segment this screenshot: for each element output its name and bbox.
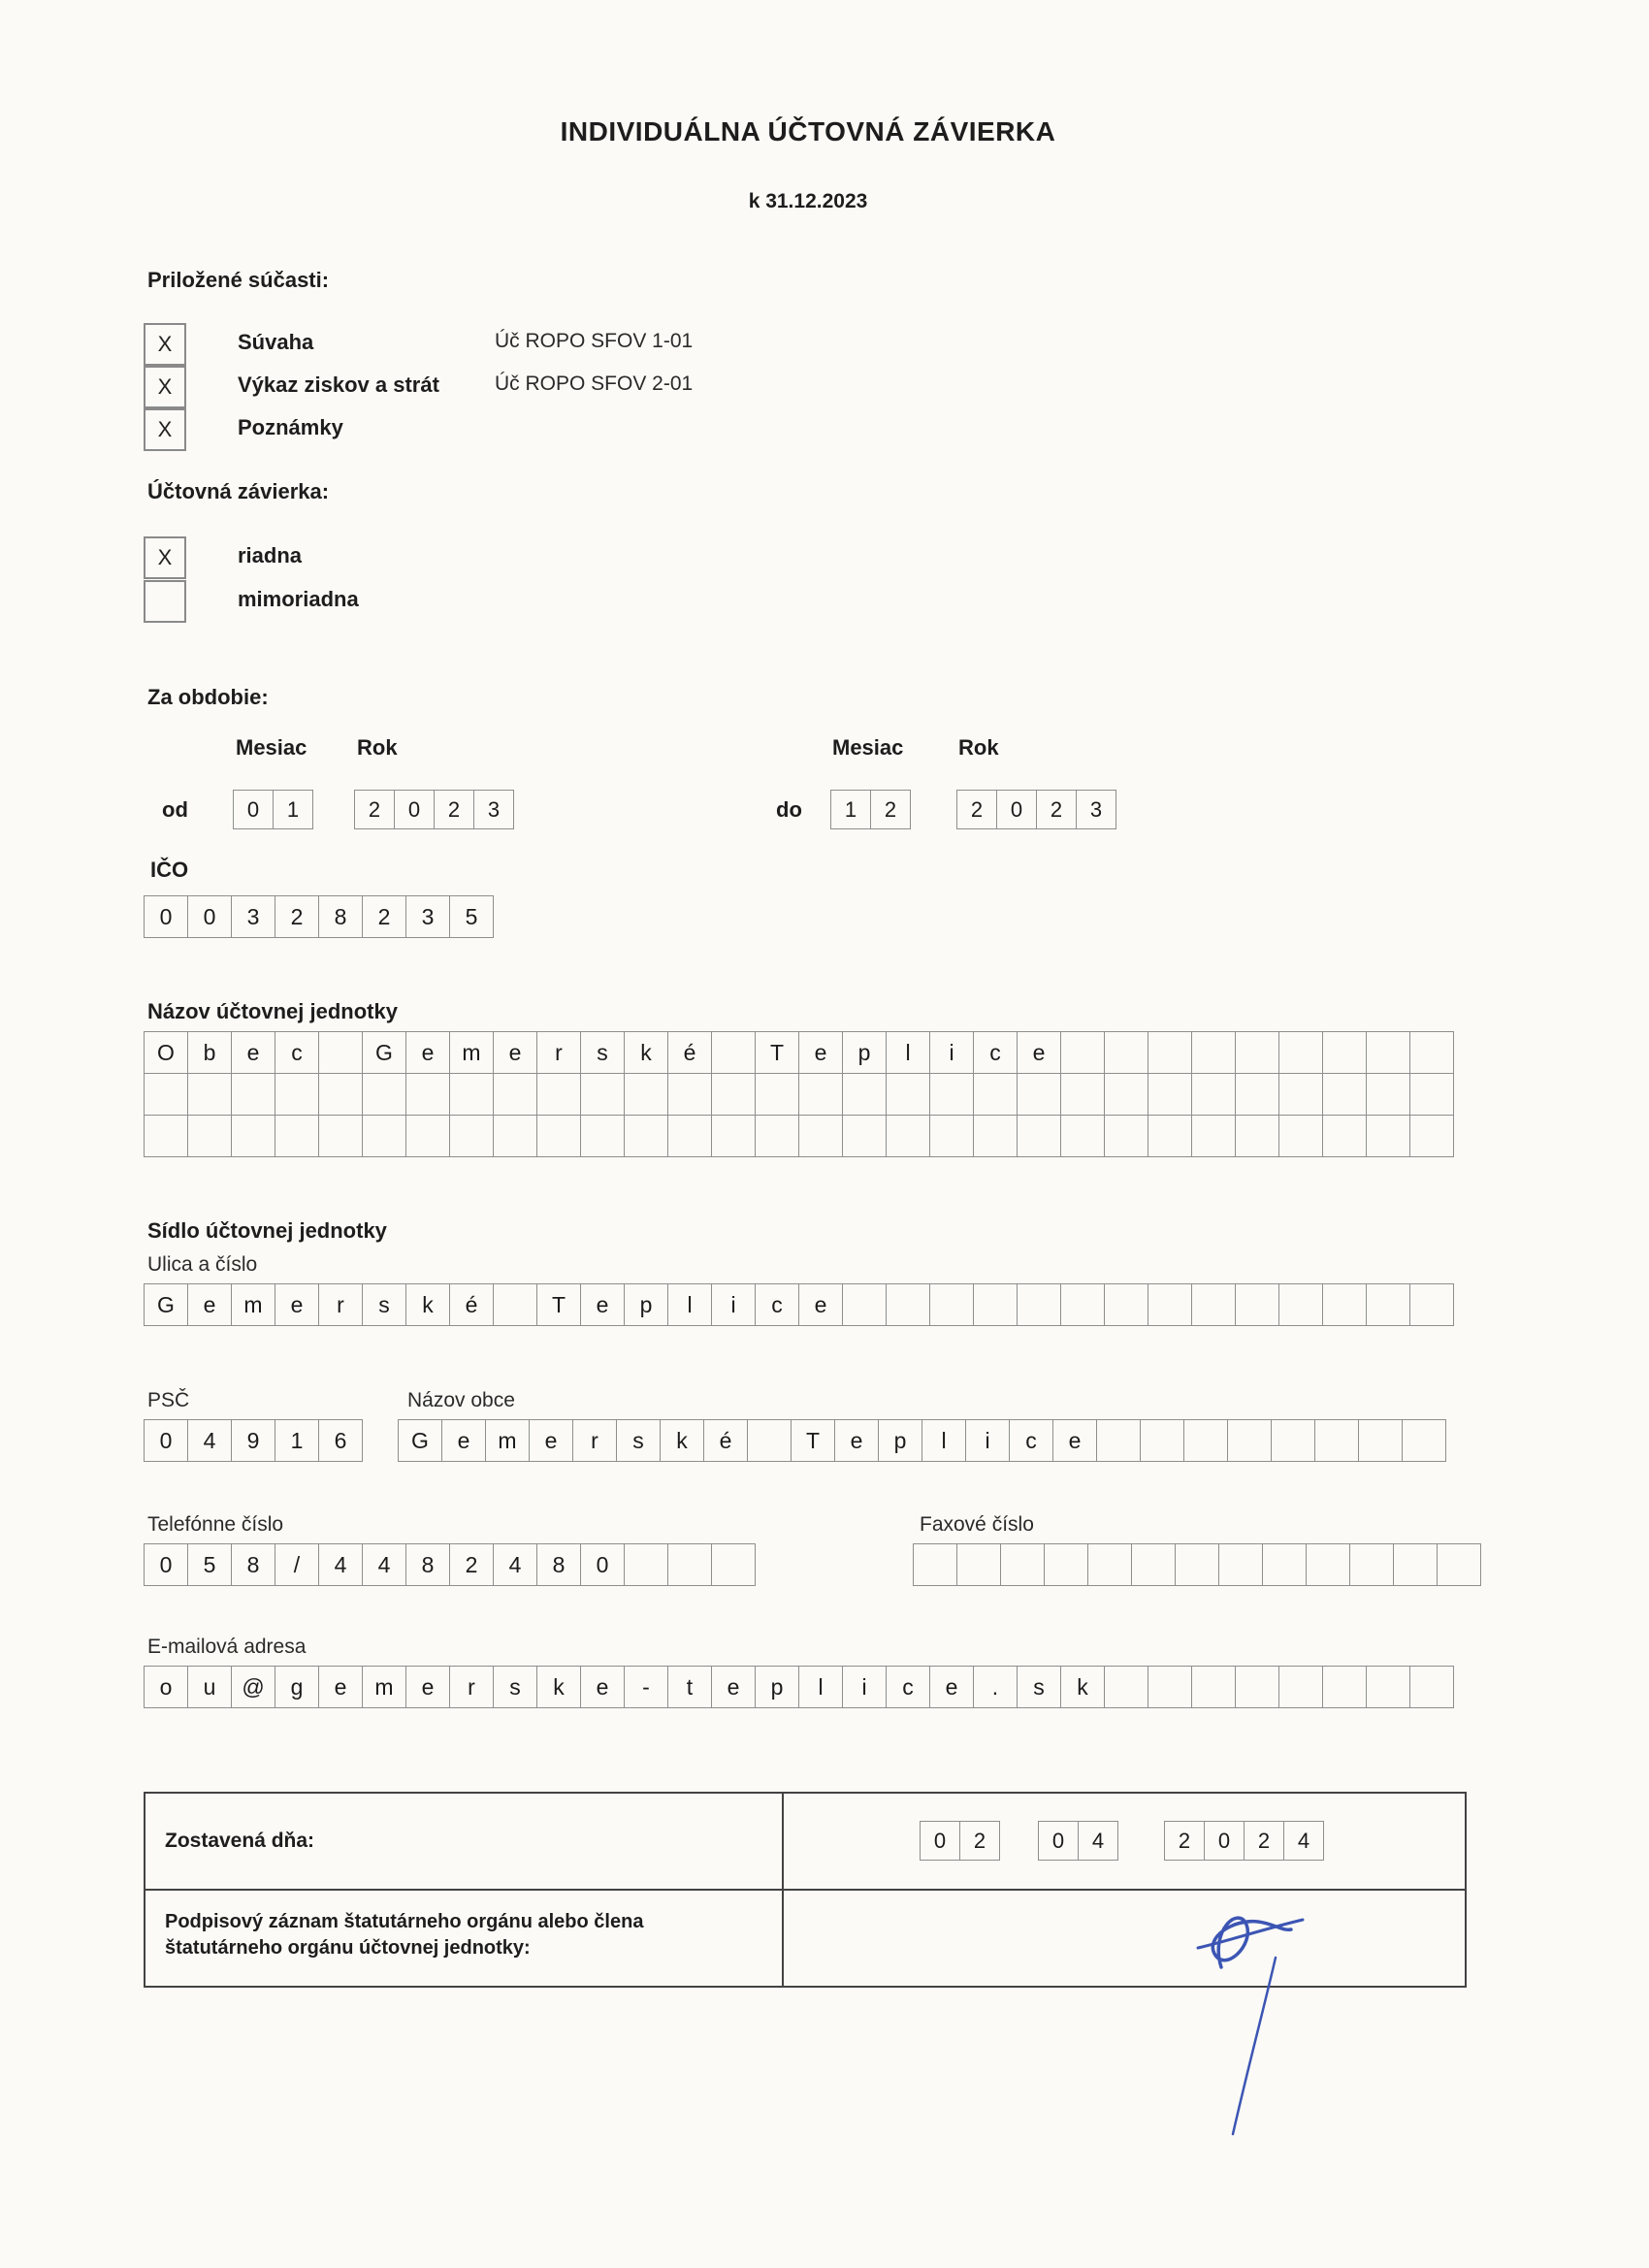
char-cell [1235,1283,1279,1326]
date-line: k 31.12.2023 [748,190,868,212]
compiled-day-grid [920,1821,1000,1861]
char-cell [493,1115,537,1157]
char-cell [1104,1283,1148,1326]
char-cell [1148,1115,1192,1157]
char-cell [929,1283,974,1326]
char-cell [624,1543,668,1586]
char-cell [536,1115,581,1157]
char-cell: 4 [1078,1821,1118,1861]
char-cell [318,1115,363,1157]
char-cell: c [886,1666,930,1708]
char-cell: e [834,1419,879,1462]
char-cell: m [449,1031,494,1074]
char-cell: p [878,1419,922,1462]
char-cell: 3 [231,895,275,938]
char-cell [886,1283,930,1326]
char-cell: O [144,1031,188,1074]
char-cell: T [536,1283,581,1326]
char-cell: 0 [580,1543,625,1586]
char-cell [1366,1073,1410,1116]
char-cell [1060,1073,1105,1116]
char-cell [711,1115,756,1157]
char-cell: @ [231,1666,275,1708]
char-cell [1322,1031,1367,1074]
char-cell [318,1031,363,1074]
char-cell: 0 [1204,1821,1245,1861]
char-cell [929,1115,974,1157]
char-cell [1322,1073,1367,1116]
char-cell: 2 [449,1543,494,1586]
char-cell: 1 [273,790,313,829]
char-cell [1096,1419,1141,1462]
char-cell: e [529,1419,573,1462]
char-cell: c [1009,1419,1053,1462]
char-cell: e [1052,1419,1097,1462]
char-cell: 4 [1283,1821,1324,1861]
char-cell [1191,1115,1236,1157]
signature [1179,1890,1382,2161]
char-cell: 1 [275,1419,319,1462]
zip-grid [144,1419,363,1462]
entity-name-grid-row-2 [144,1073,1454,1116]
char-cell: e [580,1666,625,1708]
char-cell [362,1073,406,1116]
char-cell [275,1073,319,1116]
char-cell [1148,1283,1192,1326]
char-cell: 1 [830,790,871,829]
char-cell [231,1073,275,1116]
city-label: Názov obce [407,1389,515,1411]
char-cell [405,1073,450,1116]
char-cell: 2 [1244,1821,1284,1861]
char-cell [667,1073,712,1116]
char-cell [405,1115,450,1157]
char-cell: s [493,1666,537,1708]
char-cell: g [275,1666,319,1708]
char-cell [1314,1419,1359,1462]
checkbox-suvaha [144,323,186,366]
char-cell: 4 [187,1419,232,1462]
char-cell [1278,1031,1323,1074]
char-cell: 9 [231,1419,275,1462]
char-cell [973,1283,1018,1326]
char-cell [1104,1031,1148,1074]
char-cell [318,1073,363,1116]
street-grid [144,1283,1454,1326]
from-month-grid [233,790,313,829]
char-cell [1148,1031,1192,1074]
char-cell [1235,1666,1279,1708]
char-cell: i [929,1031,974,1074]
page-title: INDIVIDUÁLNA ÚČTOVNÁ ZÁVIERKA [560,116,1056,146]
char-cell: e [231,1031,275,1074]
char-cell [1366,1031,1410,1074]
char-cell [667,1115,712,1157]
char-cell: r [449,1666,494,1708]
char-cell: e [318,1666,363,1708]
char-cell [1104,1073,1148,1116]
char-cell: 2 [1164,1821,1205,1861]
signature-label: Podpisový záznam štatutárneho orgánu alebo člena štatutárneho orgánu účtovnej jednotky: [165,1911,644,1959]
char-cell [536,1073,581,1116]
city-grid [398,1419,1446,1462]
email-grid [144,1666,1454,1708]
char-cell [886,1115,930,1157]
char-cell: l [667,1283,712,1326]
char-cell: e [711,1666,756,1708]
char-cell: i [965,1419,1010,1462]
char-cell [842,1283,887,1326]
char-cell [1060,1031,1105,1074]
closing-label-mimoriadna: mimoriadna [238,587,359,611]
closing-heading: Účtovná závierka: [147,479,330,503]
char-cell: 2 [959,1821,1000,1861]
zip-label: PSČ [147,1389,190,1411]
char-cell: 3 [405,895,450,938]
char-cell: 0 [233,790,274,829]
char-cell: i [842,1666,887,1708]
char-cell: k [624,1031,668,1074]
char-cell [275,1115,319,1157]
char-cell [747,1419,792,1462]
char-cell: 8 [405,1543,450,1586]
char-cell: 8 [536,1543,581,1586]
fax-label: Faxové číslo [920,1513,1034,1536]
char-cell [1148,1073,1192,1116]
char-cell [1306,1543,1350,1586]
char-cell: s [616,1419,661,1462]
char-cell: m [362,1666,406,1708]
char-cell: 8 [318,895,363,938]
char-cell [1235,1115,1279,1157]
char-cell: 4 [493,1543,537,1586]
char-cell [1409,1073,1454,1116]
char-cell: 8 [231,1543,275,1586]
char-cell: 0 [144,1419,188,1462]
street-label: Ulica a číslo [147,1253,258,1276]
char-cell [1402,1419,1446,1462]
char-cell [624,1073,668,1116]
char-cell: o [144,1666,188,1708]
char-cell: 2 [362,895,406,938]
char-cell: G [144,1283,188,1326]
char-cell: T [755,1031,799,1074]
char-cell: u [187,1666,232,1708]
char-cell: c [755,1283,799,1326]
email-label: E-mailová adresa [147,1636,307,1658]
char-cell [1278,1666,1323,1708]
char-cell [1104,1115,1148,1157]
ico-grid [144,895,494,938]
char-cell [1235,1031,1279,1074]
char-cell [667,1543,712,1586]
char-cell [1409,1031,1454,1074]
fax-grid [913,1543,1481,1586]
char-cell [1409,1115,1454,1157]
char-cell: é [703,1419,748,1462]
char-cell: - [624,1666,668,1708]
checkbox-riadna [144,536,186,579]
to-month-grid [830,790,911,829]
char-cell [1017,1073,1061,1116]
char-cell [1218,1543,1263,1586]
char-cell [187,1115,232,1157]
char-cell [1191,1283,1236,1326]
char-cell: s [1017,1666,1061,1708]
char-cell [1349,1543,1394,1586]
char-cell: e [798,1283,843,1326]
attachment-label-poznamky: Poznámky [238,415,343,439]
char-cell [1366,1115,1410,1157]
phone-label: Telefónne číslo [147,1513,284,1536]
char-cell: m [485,1419,530,1462]
char-cell [798,1073,843,1116]
from-label: od [162,797,188,822]
char-cell [187,1073,232,1116]
char-cell: l [886,1031,930,1074]
checkbox-vykaz [144,366,186,408]
char-cell: e [798,1031,843,1074]
char-cell [798,1115,843,1157]
char-cell [1437,1543,1481,1586]
entity-name-grid-row-3 [144,1115,1454,1157]
char-cell: r [536,1031,581,1074]
char-cell [1060,1283,1105,1326]
char-cell [624,1115,668,1157]
char-cell: m [231,1283,275,1326]
char-cell: e [1017,1031,1061,1074]
char-cell [755,1115,799,1157]
char-cell [1191,1666,1236,1708]
char-cell: 2 [956,790,997,829]
char-cell: e [405,1666,450,1708]
checkbox-poznamky [144,408,186,451]
checkbox-mimoriadna [144,580,186,623]
attachment-code-vykaz: Úč ROPO SFOV 2-01 [495,373,694,395]
char-cell: 4 [362,1543,406,1586]
char-cell: 0 [394,790,435,829]
char-cell [1366,1283,1410,1326]
char-cell: 3 [473,790,514,829]
char-cell: p [842,1031,887,1074]
char-cell: é [667,1031,712,1074]
char-cell: 5 [187,1543,232,1586]
char-cell: l [798,1666,843,1708]
char-cell [1322,1115,1367,1157]
char-cell [1087,1543,1132,1586]
char-cell [580,1115,625,1157]
char-cell: 2 [870,790,911,829]
char-cell: c [973,1031,1018,1074]
char-cell [1191,1073,1236,1116]
char-cell [1278,1115,1323,1157]
char-cell [842,1073,887,1116]
char-cell [842,1115,887,1157]
attachment-label-vykaz: Výkaz ziskov a strát [238,373,439,397]
compiled-year-grid [1164,1821,1324,1861]
char-cell [1409,1283,1454,1326]
char-cell [1393,1543,1438,1586]
address-heading: Sídlo účtovnej jednotky [147,1218,387,1243]
char-cell [929,1073,974,1116]
char-cell [711,1031,756,1074]
char-cell: e [187,1283,232,1326]
char-cell [1000,1543,1045,1586]
char-cell [1183,1419,1228,1462]
char-cell [1191,1031,1236,1074]
from-year-label: Rok [357,735,398,760]
char-cell [973,1073,1018,1116]
char-cell: 0 [920,1821,960,1861]
char-cell: r [318,1283,363,1326]
char-cell: e [275,1283,319,1326]
char-cell: 4 [318,1543,363,1586]
char-cell [973,1115,1018,1157]
char-cell [1322,1283,1367,1326]
char-cell: k [536,1666,581,1708]
char-cell: / [275,1543,319,1586]
checkbox-mark: X [157,374,173,399]
char-cell [449,1073,494,1116]
char-cell: e [441,1419,486,1462]
char-cell: 0 [996,790,1037,829]
char-cell: 2 [1036,790,1077,829]
char-cell [231,1115,275,1157]
char-cell [913,1543,957,1586]
char-cell [1060,1115,1105,1157]
char-cell: e [580,1283,625,1326]
char-cell: G [398,1419,442,1462]
entity-name-grid-row-1 [144,1031,1454,1074]
char-cell: 0 [144,1543,188,1586]
char-cell [1262,1543,1307,1586]
char-cell: 0 [1038,1821,1079,1861]
char-cell: . [973,1666,1018,1708]
char-cell: l [922,1419,966,1462]
char-cell: p [624,1283,668,1326]
char-cell: é [449,1283,494,1326]
char-cell: k [660,1419,704,1462]
char-cell [886,1073,930,1116]
char-cell [711,1543,756,1586]
char-cell [755,1073,799,1116]
char-cell: 2 [275,895,319,938]
char-cell [449,1115,494,1157]
compiled-month-grid [1038,1821,1118,1861]
char-cell: p [755,1666,799,1708]
char-cell: r [572,1419,617,1462]
char-cell: s [362,1283,406,1326]
char-cell [1235,1073,1279,1116]
to-month-label: Mesiac [832,735,904,760]
char-cell: k [1060,1666,1105,1708]
char-cell: 0 [144,895,188,938]
char-cell: e [493,1031,537,1074]
char-cell [1278,1283,1323,1326]
char-cell: e [929,1666,974,1708]
char-cell [1017,1283,1061,1326]
char-cell [1227,1419,1272,1462]
char-cell [1175,1543,1219,1586]
closing-label-riadna: riadna [238,543,303,567]
period-heading: Za obdobie: [147,685,269,709]
char-cell: t [667,1666,712,1708]
char-cell [1104,1666,1148,1708]
char-cell [493,1283,537,1326]
checkbox-mark: X [157,545,173,569]
char-cell: s [580,1031,625,1074]
compiled-date-label: Zostavená dňa: [165,1830,315,1852]
from-year-grid [354,790,514,829]
char-cell: b [187,1031,232,1074]
char-cell: 3 [1076,790,1116,829]
char-cell [1358,1419,1403,1462]
to-year-label: Rok [958,735,999,760]
char-cell: e [405,1031,450,1074]
from-month-label: Mesiac [236,735,307,760]
char-cell [1017,1115,1061,1157]
char-cell: 2 [354,790,395,829]
char-cell [493,1073,537,1116]
phone-grid [144,1543,756,1586]
char-cell [1366,1666,1410,1708]
char-cell: i [711,1283,756,1326]
char-cell: G [362,1031,406,1074]
char-cell [1322,1666,1367,1708]
char-cell [1409,1666,1454,1708]
char-cell [580,1073,625,1116]
char-cell: c [275,1031,319,1074]
to-year-grid [956,790,1116,829]
checkbox-mark: X [157,417,173,441]
char-cell [144,1115,188,1157]
char-cell: k [405,1283,450,1326]
char-cell: 2 [434,790,474,829]
char-cell: T [791,1419,835,1462]
entity-name-label: Názov účtovnej jednotky [147,999,398,1023]
char-cell [1140,1419,1184,1462]
checkbox-mark: X [157,332,173,356]
attachment-code-suvaha: Úč ROPO SFOV 1-01 [495,330,694,352]
char-cell [1271,1419,1315,1462]
char-cell: 5 [449,895,494,938]
char-cell [1278,1073,1323,1116]
attachments-heading: Priložené súčasti: [147,268,330,292]
char-cell [144,1073,188,1116]
ico-label: IČO [150,858,189,882]
char-cell [711,1073,756,1116]
char-cell: 0 [187,895,232,938]
char-cell [1148,1666,1192,1708]
attachment-label-suvaha: Súvaha [238,330,314,354]
to-label: do [776,797,802,822]
char-cell [1131,1543,1176,1586]
char-cell [362,1115,406,1157]
char-cell [1044,1543,1088,1586]
char-cell: 6 [318,1419,363,1462]
char-cell [956,1543,1001,1586]
